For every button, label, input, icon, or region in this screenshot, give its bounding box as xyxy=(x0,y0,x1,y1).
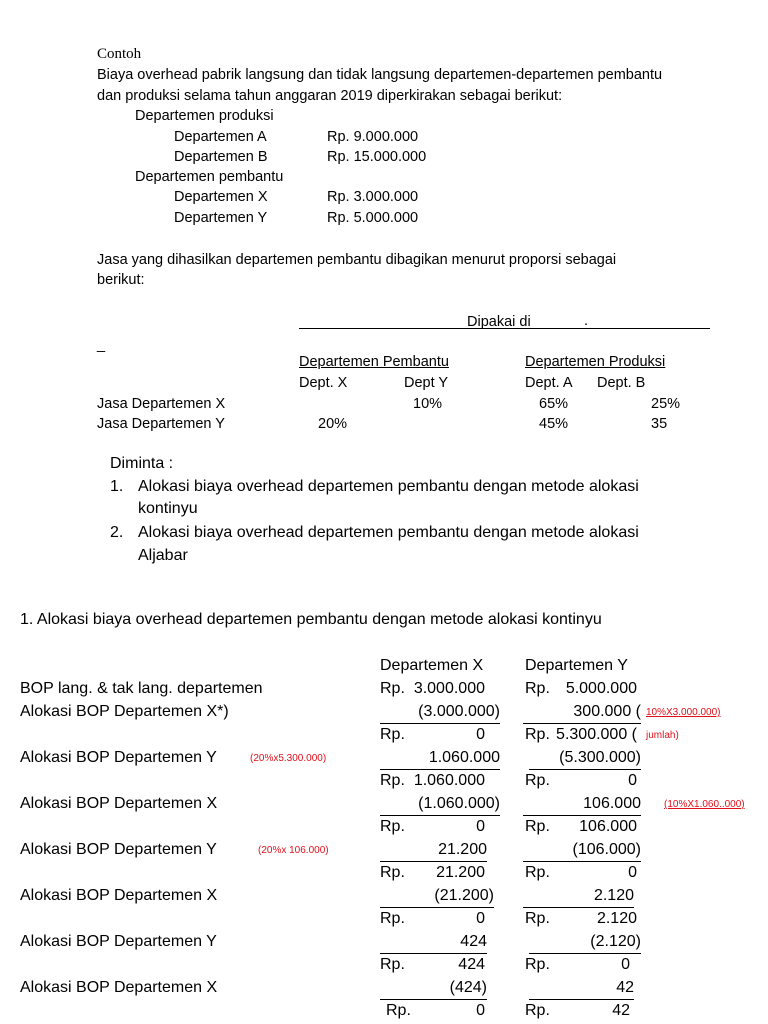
row-x-rp: Rp. xyxy=(380,910,405,927)
row-y-value: 0 xyxy=(621,956,630,973)
row2-a: 45% xyxy=(539,416,569,432)
row-note-right: 10%X3.000.000) xyxy=(646,707,721,718)
row-x-value: 21.200 xyxy=(380,839,487,862)
row-x-value: (21.200) xyxy=(380,885,494,908)
row-x-rp: Rp. xyxy=(380,680,405,697)
dipakai-label: Dipakai di xyxy=(467,314,531,330)
row2-b: 35 xyxy=(651,416,668,432)
row-x-value: 21.200 xyxy=(436,864,485,881)
row-y-value: 2.120 xyxy=(596,910,637,927)
row-y-value: 106.000 xyxy=(579,818,637,835)
row-y-value: (5.300.000) xyxy=(529,747,641,770)
dept-x-value: Rp. 3.000.000 xyxy=(327,189,419,205)
dept-x-label: Departemen X xyxy=(174,189,268,205)
row-x-value: 1.060.000 xyxy=(380,747,500,770)
row1-b: 25% xyxy=(651,396,681,412)
row-x-value: 0 xyxy=(476,910,485,927)
row-y-value: 2.120 xyxy=(523,885,634,908)
col-dept-y: Dept Y xyxy=(404,375,449,391)
row-x-value: 0 xyxy=(476,818,485,835)
row2-x: 20% xyxy=(318,416,348,432)
row-note-right: jumlah) xyxy=(646,730,679,741)
section1-col-x: Departemen X xyxy=(380,657,484,674)
dept-a-label: Departemen A xyxy=(174,129,267,145)
row-x-rp: Rp. xyxy=(386,1002,411,1019)
row-y-rp: Rp. xyxy=(525,726,550,743)
row-y-value: 5.300.000 ( xyxy=(556,726,637,743)
row-x-value: 0 xyxy=(476,726,485,743)
row-y-value: (106.000) xyxy=(523,839,641,862)
row-y-value: 5.000.000 xyxy=(565,680,637,697)
row2-label: Jasa Departemen Y xyxy=(97,416,225,432)
row-y-value: 0 xyxy=(628,864,637,881)
row-label: Alokasi BOP Departemen X xyxy=(20,887,218,904)
diminta-item1-num: 1. xyxy=(110,478,124,495)
col-dept-a: Dept. A xyxy=(525,375,573,391)
row1-label: Jasa Departemen X xyxy=(97,396,226,412)
serv-heading: Departemen pembantu xyxy=(135,169,284,185)
row-x-rp: Rp. xyxy=(380,772,405,789)
row-y-value: (2.120) xyxy=(529,931,641,954)
row-x-rp: Rp. xyxy=(380,864,405,881)
row-x-value: 0 xyxy=(476,1002,485,1019)
diminta-item2-num: 2. xyxy=(110,524,124,541)
row-y-rp: Rp. xyxy=(525,818,550,835)
dept-y-label: Departemen Y xyxy=(174,210,268,226)
row-y-rp: Rp. xyxy=(525,910,550,927)
diminta-label: Diminta : xyxy=(110,455,174,472)
row-label: Alokasi BOP Departemen X*) xyxy=(20,703,229,720)
diminta-item1-line2: kontinyu xyxy=(138,500,198,517)
row-x-rp: Rp. xyxy=(380,818,405,835)
row-y-value: 300.000 ( xyxy=(523,701,641,724)
diminta-item2-line1: Alokasi biaya overhead departemen pembantu dengan metode alokasi xyxy=(138,524,639,541)
dash-mark: _ xyxy=(97,337,106,353)
row-x-value: 1.060.000 xyxy=(413,772,485,789)
jasa-line-1: Jasa yang dihasilkan departemen pembantu dibagikan menurut proporsi sebagai xyxy=(97,252,617,268)
row-note-left: (20%x 106.000) xyxy=(258,845,329,856)
row-x-rp: Rp. xyxy=(380,956,405,973)
row-y-value: 42 xyxy=(529,977,634,1000)
intro-line-2: dan produksi selama tahun anggaran 2019 diperkirakan sebagai berikut: xyxy=(97,88,563,104)
prod-heading: Departemen produksi xyxy=(135,108,274,124)
row-label: BOP lang. & tak lang. departemen xyxy=(20,680,263,697)
row-y-value: 106.000 xyxy=(523,793,641,816)
diminta-item1-line1: Alokasi biaya overhead departemen pembantu dengan metode alokasi xyxy=(138,478,639,495)
col-dept-x: Dept. X xyxy=(299,375,348,391)
row-y-rp: Rp. xyxy=(525,772,550,789)
row-x-value: 3.000.000 xyxy=(413,680,485,697)
row1-a: 65% xyxy=(539,396,569,412)
row-y-rp: Rp. xyxy=(525,956,550,973)
row-x-value: 424 xyxy=(458,956,485,973)
dept-b-label: Departemen B xyxy=(174,149,268,165)
row-x-value: 424 xyxy=(380,931,487,954)
intro-line-1: Biaya overhead pabrik langsung dan tidak langsung departemen-departemen pembantu xyxy=(97,67,663,83)
row-y-rp: Rp. xyxy=(525,1002,550,1019)
section1-title: 1. Alokasi biaya overhead departemen pembantu dengan metode alokasi kontinyu xyxy=(20,611,602,628)
row-x-value: (3.000.000) xyxy=(380,701,500,724)
row-x-value: (1.060.000) xyxy=(380,793,500,816)
row-label: Alokasi BOP Departemen Y xyxy=(20,933,217,950)
heading-contoh: Contoh xyxy=(97,46,142,62)
row-label: Alokasi BOP Departemen X xyxy=(20,979,218,996)
row-label: Alokasi BOP Departemen Y xyxy=(20,841,217,858)
row1-y: 10% xyxy=(413,396,443,412)
row-note-right: (10%X1.060..000) xyxy=(664,799,745,810)
row-y-value: 0 xyxy=(628,772,637,789)
row-label: Alokasi BOP Departemen X xyxy=(20,795,218,812)
diminta-item2-line2: Aljabar xyxy=(138,547,188,564)
dipakai-dot: . xyxy=(584,313,589,329)
row-y-value: 42 xyxy=(612,1002,630,1019)
row-label: Alokasi BOP Departemen Y xyxy=(20,749,217,766)
row-x-value: (424) xyxy=(380,977,487,1000)
section1-col-y: Departemen Y xyxy=(525,657,628,674)
row-y-rp: Rp. xyxy=(525,864,550,881)
row-note-left: (20%x5.300.000) xyxy=(250,753,327,764)
dept-b-value: Rp. 15.000.000 xyxy=(327,149,427,165)
jasa-line-2: berikut: xyxy=(97,272,145,288)
row-y-rp: Rp. xyxy=(525,680,550,697)
group-produksi: Departemen Produksi xyxy=(525,354,666,370)
group-pembantu: Departemen Pembantu xyxy=(299,354,449,370)
dept-a-value: Rp. 9.000.000 xyxy=(327,129,419,145)
col-dept-b: Dept. B xyxy=(597,375,646,391)
row-x-rp: Rp. xyxy=(380,726,405,743)
dept-y-value: Rp. 5.000.000 xyxy=(327,210,419,226)
